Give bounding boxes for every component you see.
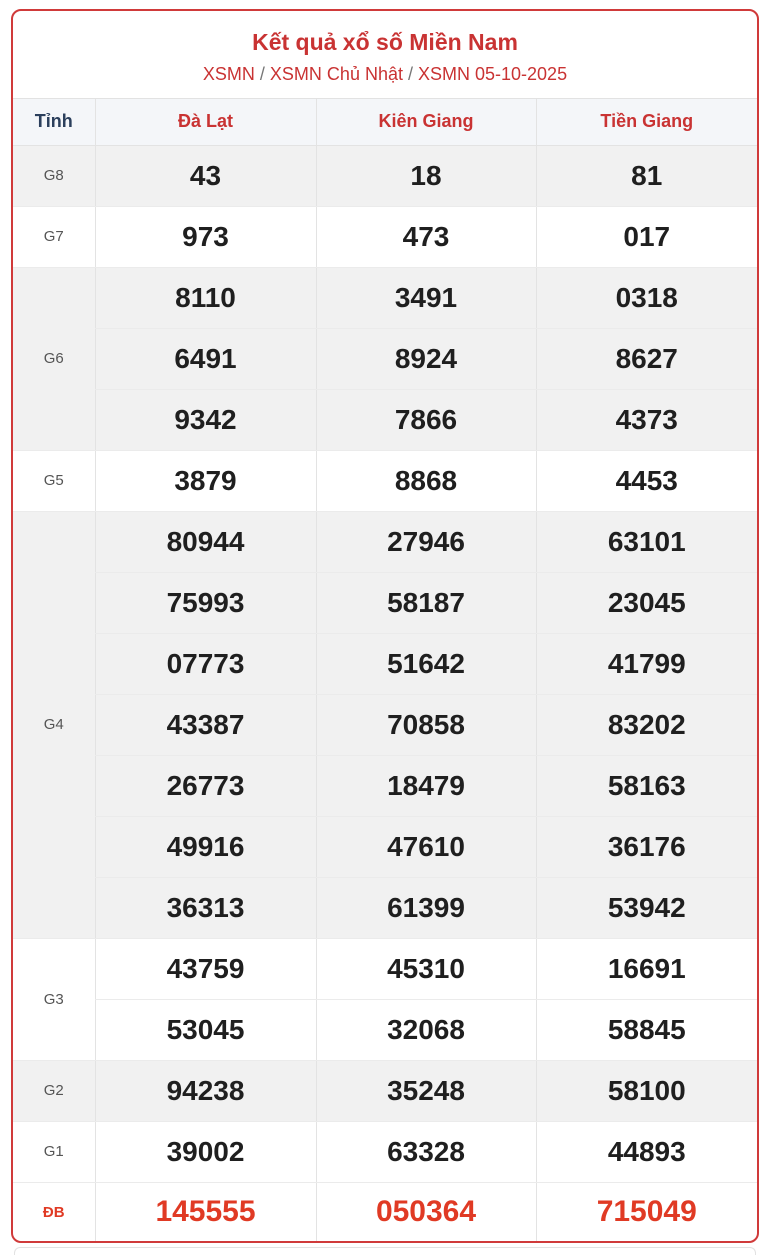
page-title: Kết quả xổ số Miền Nam: [252, 29, 518, 55]
table-row: [13, 328, 757, 389]
column-header-province: Tỉnh: [13, 99, 95, 145]
prize-number: 18479: [316, 755, 536, 816]
prize-number: 47610: [316, 816, 536, 877]
results-card: [11, 9, 759, 1243]
prize-number: 75993: [95, 572, 316, 633]
prize-label: G7: [13, 206, 95, 267]
prize-label: G4: [13, 511, 95, 938]
prize-number: 18: [316, 145, 536, 206]
prize-number: 36313: [95, 877, 316, 938]
table-row: [13, 572, 757, 633]
prize-label: G1: [13, 1121, 95, 1182]
prize-number: 35248: [316, 1060, 536, 1121]
prize-number: 81: [536, 145, 757, 206]
column-header-da-lat[interactable]: Đà Lạt: [95, 99, 316, 145]
prize-number: 63101: [536, 511, 757, 572]
table-row: [13, 206, 757, 267]
prize-number: 39002: [95, 1121, 316, 1182]
column-header-tien-giang[interactable]: Tiền Giang: [536, 99, 757, 145]
prize-label: ĐB: [42, 1203, 65, 1221]
prize-number: 473: [316, 206, 536, 267]
breadcrumb-separator: /: [407, 64, 413, 84]
prize-number: 58163: [536, 755, 757, 816]
prize-number: 49916: [95, 816, 316, 877]
prize-number: 43: [95, 145, 316, 206]
prize-number: 8110: [95, 267, 316, 328]
prize-number: 53942: [536, 877, 757, 938]
special-prize-number: 715049: [536, 1182, 757, 1242]
table-row: [13, 267, 757, 328]
prize-number: 58845: [536, 999, 757, 1060]
prize-number: 16691: [536, 938, 757, 999]
table-row: [13, 389, 757, 450]
table-row: [13, 1182, 757, 1242]
prize-number: 973: [95, 206, 316, 267]
prize-number: 61399: [316, 877, 536, 938]
prize-number: 4373: [536, 389, 757, 450]
prize-number: 3491: [316, 267, 536, 328]
prize-label: G3: [13, 938, 95, 1060]
table-row: [13, 938, 757, 999]
table-head-row: [13, 99, 757, 145]
prize-number: 83202: [536, 694, 757, 755]
prize-number: 32068: [316, 999, 536, 1060]
prize-number: 43387: [95, 694, 316, 755]
prize-number: 8868: [316, 450, 536, 511]
prize-number: 63328: [316, 1121, 536, 1182]
prize-label: G5: [13, 450, 95, 511]
prize-number: 53045: [95, 999, 316, 1060]
table-row: [13, 694, 757, 755]
prize-number: 27946: [316, 511, 536, 572]
table-row: [13, 450, 757, 511]
prize-number: 7866: [316, 389, 536, 450]
prize-number: 07773: [95, 633, 316, 694]
prize-number: 58187: [316, 572, 536, 633]
prize-number: 8627: [536, 328, 757, 389]
special-prize-number: 145555: [95, 1182, 316, 1242]
prize-number: 45310: [316, 938, 536, 999]
special-prize-number: 050364: [316, 1182, 536, 1242]
prize-number: 0318: [536, 267, 757, 328]
results-table: [13, 99, 757, 1242]
prize-number: 94238: [95, 1060, 316, 1121]
table-row: [13, 145, 757, 206]
breadcrumb-link-xsmn[interactable]: XSMN: [202, 64, 255, 84]
prize-label: G6: [13, 267, 95, 450]
breadcrumb-link-sunday[interactable]: XSMN Chủ Nhật: [269, 64, 403, 84]
table-row: [13, 511, 757, 572]
prize-number: 4453: [536, 450, 757, 511]
table-row: [13, 633, 757, 694]
prize-number: 26773: [95, 755, 316, 816]
table-row: [13, 1060, 757, 1121]
table-row: [13, 755, 757, 816]
prize-number: 36176: [536, 816, 757, 877]
table-row: [13, 816, 757, 877]
prize-label: G2: [13, 1060, 95, 1121]
results-header: [13, 11, 757, 99]
prize-number: 8924: [316, 328, 536, 389]
prize-number: 3879: [95, 450, 316, 511]
prize-number: 017: [536, 206, 757, 267]
prize-number: 70858: [316, 694, 536, 755]
prize-number: 43759: [95, 938, 316, 999]
next-card-edge: [14, 1247, 756, 1255]
prize-number: 80944: [95, 511, 316, 572]
table-row: [13, 999, 757, 1060]
prize-label: G8: [13, 145, 95, 206]
breadcrumb-separator: /: [259, 64, 265, 84]
prize-number: 51642: [316, 633, 536, 694]
prize-number: 44893: [536, 1121, 757, 1182]
prize-number: 41799: [536, 633, 757, 694]
results-body: [13, 145, 757, 1242]
prize-number: 58100: [536, 1060, 757, 1121]
table-row: [13, 877, 757, 938]
prize-number: 6491: [95, 328, 316, 389]
breadcrumb-link-date[interactable]: XSMN 05-10-2025: [418, 64, 568, 84]
breadcrumb: [13, 63, 757, 85]
prize-number: 23045: [536, 572, 757, 633]
prize-number: 9342: [95, 389, 316, 450]
column-header-kien-giang[interactable]: Kiên Giang: [316, 99, 536, 145]
table-row: [13, 1121, 757, 1182]
